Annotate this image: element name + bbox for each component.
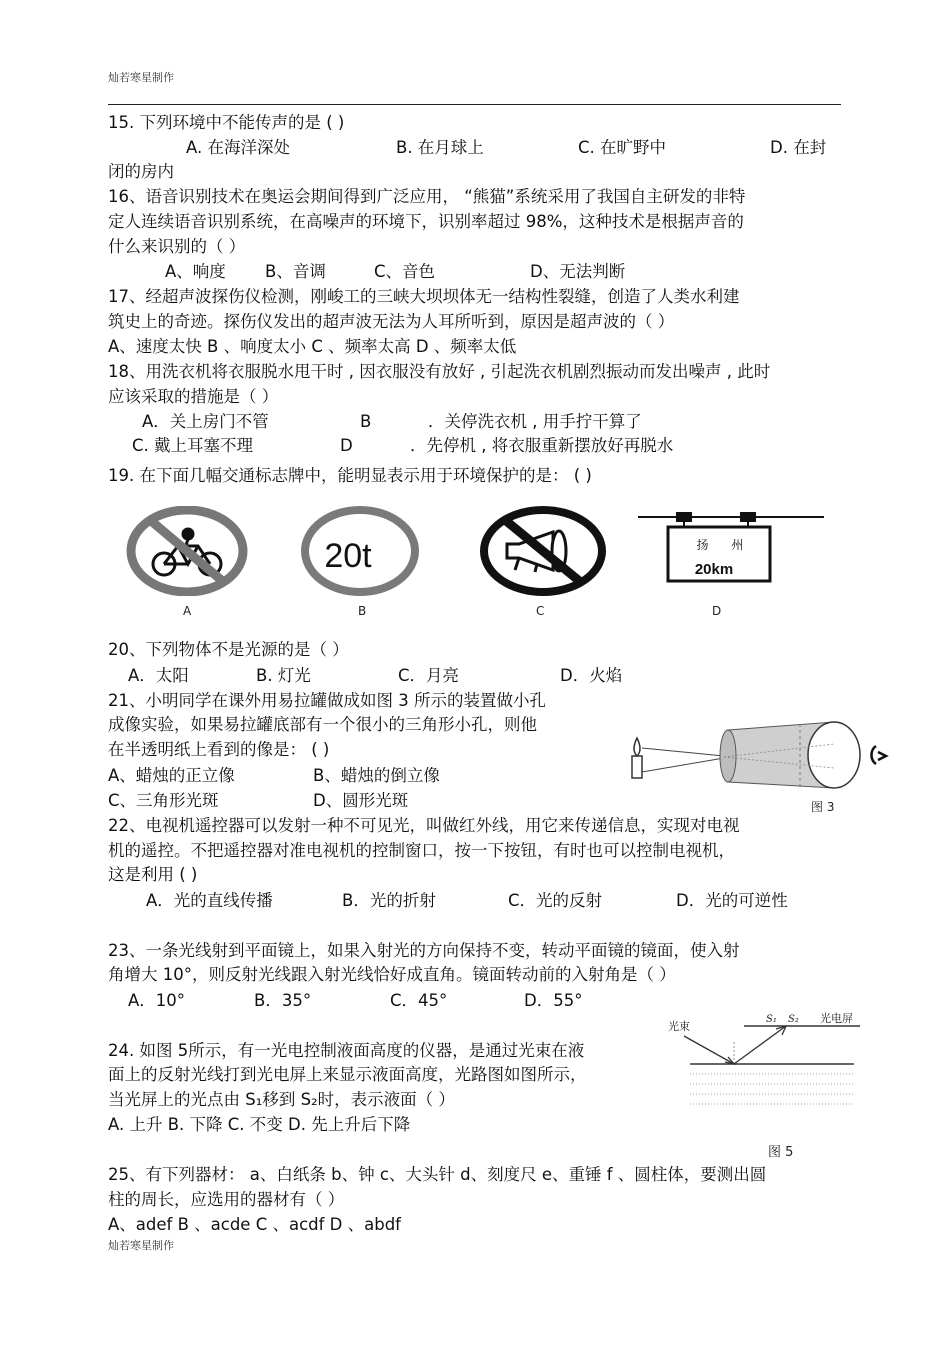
q18-option-a: A．关上房门不管 [142,412,269,431]
q15-stem: 15. 下列环境中不能传声的是 ( ) [108,113,345,132]
q17-line1: 17、经超声波探伤仪检测，刚峻工的三峡大坝坝体无一结构性裂缝，创造了人类水利建 [108,287,740,306]
q20-option-b: B. 灯光 [256,666,311,685]
q24-options: A. 上升 B. 下降 C. 不变 D. 先上升后下降 [108,1115,411,1134]
q18-line2: 应该采取的措施是（ ） [108,387,279,406]
candle-icon [632,738,642,778]
q22-line1: 22、电视机遥控器可以发射一种不可见光，叫做红外线，用它来传递信息，实现对电视 [108,816,740,835]
q23-line1: 23、一条光线射到平面镜上，如果入射光的方向保持不变，转动平面镜的镜面，使入射 [108,941,740,960]
q16-option-b: B、音调 [265,262,326,281]
sign-weight-limit [300,506,420,596]
q22-option-a: A．光的直线传播 [146,891,273,910]
q16-line2: 定人连续语音识别系统，在高噪声的环境下，识别率超过 98%，这种技术是根据声音的 [108,212,744,231]
q17-options: A、速度太快 B 、响度太小 C 、频率太高 D 、频率太低 [108,337,517,356]
q25-line2: 柱的周长，应选用的器材有（ ） [108,1190,345,1209]
q15-option-a: A. 在海洋深处 [186,138,290,157]
q16-option-c: C、音色 [374,262,436,281]
q24-line2: 面上的反射光线打到光电屏上来显示液面高度，光路图如图所示， [108,1065,587,1084]
q16-line3: 什么来识别的（ ） [108,237,246,256]
q18-line1: 18、用洗衣机将衣服脱水甩干时 , 因衣服没有放好 , 引起洗衣机剧烈振动而发出噪声 , 此时 [108,362,771,381]
sign-label-a: A [183,604,192,618]
figure-5-light-path [664,1006,864,1112]
q22-option-b: B．光的折射 [342,891,436,910]
q20-option-d: D．火焰 [560,666,623,685]
q22-line3: 这是利用 ( ) [108,865,198,884]
figure-5-s2-label: S₂ [788,1014,799,1025]
q21-line3: 在半透明纸上看到的像是： ( ) [108,740,330,759]
figure-5-screen-label: 光电屏 [820,1012,853,1025]
q18-option-b: ．关停洗衣机 , 用手拧干算了 [428,412,642,431]
sign-d-distance: 20km [694,561,734,578]
sign-label-d: D [712,604,722,618]
q16-line1: 16、语音识别技术在奥运会期间得到广泛应用， “熊猫”系统采用了我国自主研发的非特 [108,187,746,206]
sign-b-text: 20t [324,537,372,575]
q24-line3: 当光屏上的光点由 S₁移到 S₂时，表示液面（ ） [108,1090,455,1109]
sign-distance-board [638,508,824,586]
sign-label-b: B [358,604,367,618]
figure-5-caption: 图 5 [768,1145,794,1160]
q17-line2: 筑史上的奇迹。探伤仪发出的超声波无法为人耳所听到，原因是超声波的（ ） [108,312,675,331]
q16-option-d: D、无法判断 [530,262,626,281]
q20-option-c: C．月亮 [398,666,460,685]
q18-option-d-letter: D [340,436,353,455]
eye-icon [872,746,887,764]
figure-5-s1-label: S₁ [766,1014,777,1025]
q15-option-b: B. 在月球上 [396,138,484,157]
q23-option-d: D．55° [524,991,583,1010]
q21-option-a: A、蜡烛的正立像 [108,766,235,785]
q23-option-c: C．45° [390,991,448,1010]
q15-option-c: C. 在旷野中 [578,138,667,157]
figure-3-pinhole-camera [628,704,890,796]
sign-no-bicycle [126,506,248,596]
q22-option-c: C．光的反射 [508,891,603,910]
q15-option-d-continued: 闭的房内 [108,162,174,181]
q20-stem: 20、下列物体不是光源的是（ ） [108,640,349,659]
q22-option-d: D．光的可逆性 [676,891,788,910]
q21-option-c: C、三角形光斑 [108,791,219,810]
sign-label-c: C [536,604,545,618]
figure-3-caption: 图 3 [811,800,835,814]
q20-option-a: A．太阳 [128,666,189,685]
q21-option-b: B、蜡烛的倒立像 [313,766,440,785]
q21-line2: 成像实验，如果易拉罐底部有一个很小的三角形小孔，则他 [108,715,537,734]
q23-option-a: A．10° [128,991,186,1010]
q21-option-d: D、圆形光斑 [313,791,409,810]
q23-line2: 角增大 10°，则反射光线跟入射光线恰好成直角。镜面转动前的入射角是（ ） [108,965,676,984]
q25-line1: 25、有下列器材： a、白纸条 b、钟 c、大头针 d、刻度尺 e、重锤 f 、圆柱体，要测出圆 [108,1165,767,1184]
header-watermark: 灿若寒星制作 [108,71,174,84]
q18-option-d: ．先停机 , 将衣服重新摆放好再脱水 [410,436,674,455]
q22-line2: 机的遥控。不把遥控器对准电视机的控制窗口，按一下按钮，有时也可以控制电视机， [108,841,735,860]
header-rule [108,104,841,105]
q18-option-b-letter: B [360,412,372,431]
sign-d-city: 扬 州 [696,538,744,552]
sign-no-horn [479,506,607,596]
q16-option-a: A、响度 [165,262,226,281]
q23-option-b: B．35° [254,991,312,1010]
q19-stem: 19. 在下面几幅交通标志牌中，能明显表示用于环境保护的是： ( ) [108,466,592,485]
q18-option-c: C. 戴上耳塞不理 [132,436,254,455]
q25-options: A、adef B 、acde C 、acdf D 、abdf [108,1215,401,1234]
q24-line1: 24. 如图 5所示，有一光电控制液面高度的仪器，是通过光束在液 [108,1041,585,1060]
q15-option-d: D. 在封 [770,138,827,157]
q21-line1: 21、小明同学在课外用易拉罐做成如图 3 所示的装置做小孔 [108,691,546,710]
figure-5-beam-label: 光束 [668,1020,690,1033]
footer-watermark: 灿若寒星制作 [108,1239,174,1252]
